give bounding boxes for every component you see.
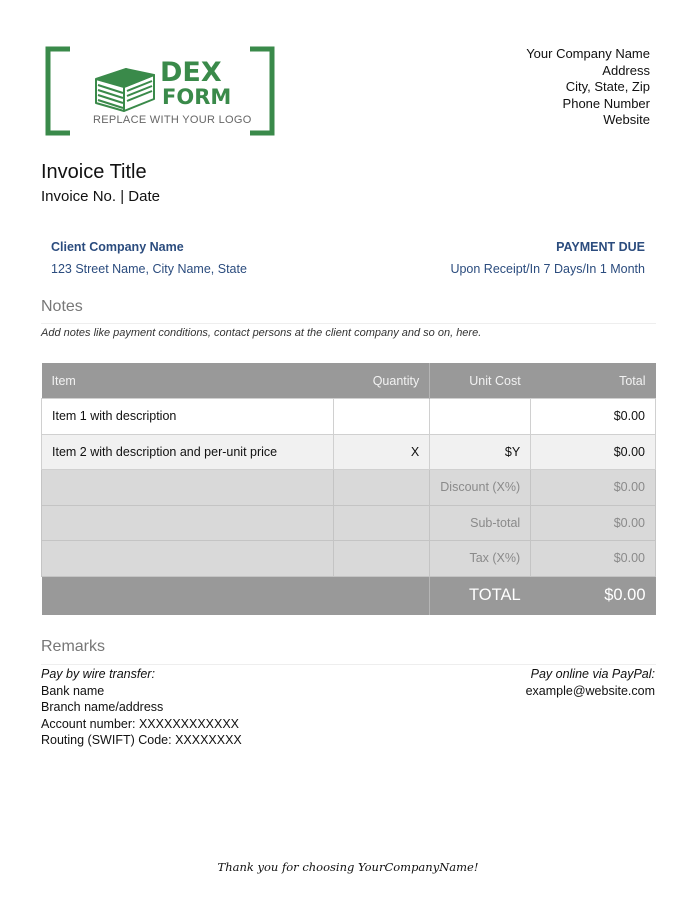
company-website: Website [603,112,650,128]
wire-transfer-title: Pay by wire transfer: [41,667,155,681]
company-logo [44,45,276,137]
paypal-title: Pay online via PayPal: [530,667,655,681]
company-address: Address [602,62,650,78]
notes-text: Add notes like payment conditions, contact persons at the client company and so on, here. [41,327,482,339]
payment-terms: Upon Receipt/In 7 Days/In 1 Month [450,262,645,276]
account-number: Account number: XXXXXXXXXXXX [41,716,240,731]
client-name: Client Company Name [51,240,184,254]
client-address: 123 Street Name, City Name, State [51,262,247,276]
grand-total-row [42,576,656,615]
grand-total-value: $0.00 [531,576,656,615]
discount-label: Discount (X%) [430,470,531,506]
row-item: Item 1 with description [42,399,334,435]
table-header-row [42,363,656,399]
tax-row [42,541,656,577]
row-quantity [334,399,430,435]
remarks-divider [41,664,656,665]
row-total: $0.00 [531,399,656,435]
tax-label: Tax (X%) [430,541,531,577]
logo-tagline: REPLACE WITH YOUR LOGO [93,114,252,126]
branch-address: Branch name/address [41,700,164,715]
subtotal-label: Sub-total [430,505,531,541]
header-quantity: Quantity [334,363,430,399]
row-unit-cost [430,399,531,435]
paypal-email: example@website.com [525,683,655,698]
wire-transfer-info [41,666,242,749]
logo-word-1: DEX [160,57,222,88]
thank-you-note: Thank you for choosing YourCompanyName! [217,860,479,874]
header-total: Total [531,363,656,399]
grand-total-label: TOTAL [430,576,531,615]
subtotal-value: $0.00 [531,505,656,541]
paypal-info [526,666,655,699]
book-stack-icon [96,69,154,111]
table-row [42,399,656,435]
routing-code: Routing (SWIFT) Code: XXXXXXXX [41,733,242,748]
invoice-number-date: Invoice No. | Date [41,188,160,205]
discount-row [42,470,656,506]
header-item: Item [42,363,334,399]
company-phone: Phone Number [562,95,650,111]
remarks-heading: Remarks [41,638,106,655]
notes-heading: Notes [41,298,83,315]
row-item: Item 2 with description and per-unit price [42,434,334,470]
notes-divider [41,323,656,324]
company-city: City, State, Zip [565,79,650,95]
items-table [41,363,656,615]
payment-due-label: PAYMENT DUE [556,240,645,254]
row-total: $0.00 [531,434,656,470]
header-unit-cost: Unit Cost [430,363,531,399]
table-row [42,434,656,470]
logo-word-2: FORM [162,85,232,109]
row-quantity: X [334,434,430,470]
row-unit-cost: $Y [430,434,531,470]
discount-value: $0.00 [531,470,656,506]
tax-value: $0.00 [531,541,656,577]
company-info [526,46,650,129]
bank-name: Bank name [41,683,105,698]
subtotal-row [42,505,656,541]
company-name: Your Company Name [526,46,650,61]
invoice-title: Invoice Title [41,161,147,183]
